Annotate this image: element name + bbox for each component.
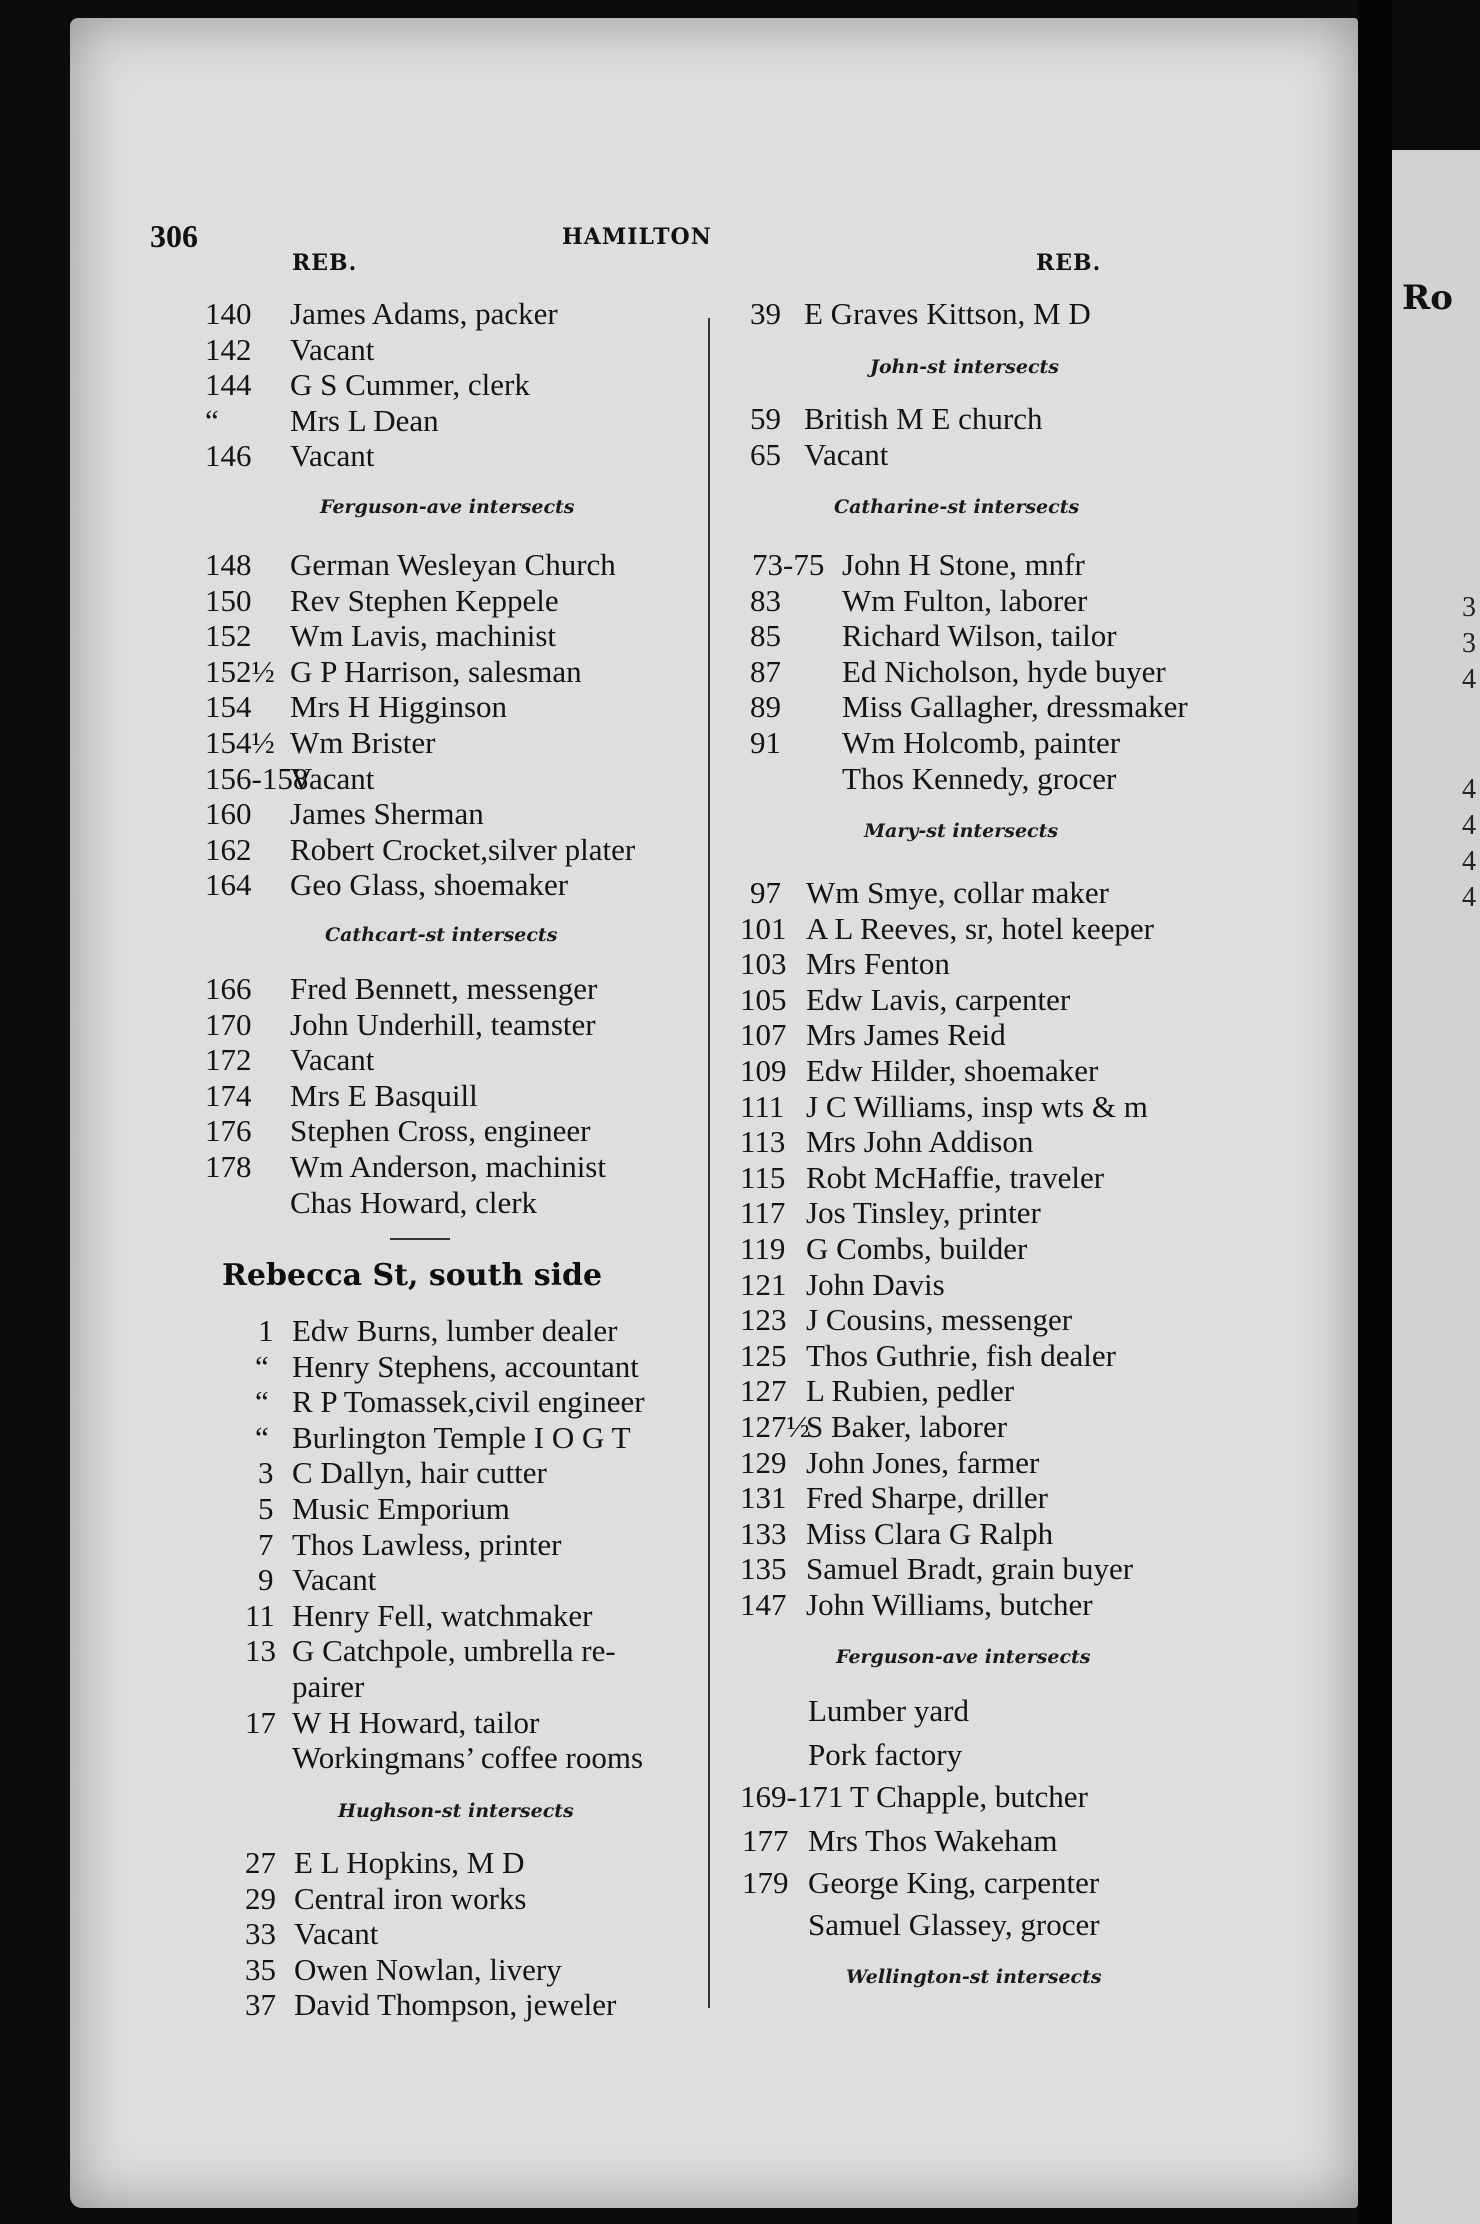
house-number: 83: [750, 582, 781, 618]
house-number: 131: [740, 1480, 787, 1516]
adjacent-number: 4: [1462, 810, 1476, 841]
house-number: 29: [245, 1880, 276, 1916]
intersect-label: Mary-st intersects: [864, 820, 1059, 842]
resident-name: R P Tomassek,civil engineer: [292, 1384, 645, 1420]
resident-name: Jos Tinsley, printer: [806, 1195, 1041, 1231]
resident-name: Ed Nicholson, hyde buyer: [842, 653, 1166, 689]
house-number: 5: [258, 1491, 274, 1526]
resident-name: Central iron works: [294, 1880, 527, 1916]
resident-name: Mrs H Higginson: [290, 689, 508, 725]
resident-name: Edw Burns, lumber dealer: [292, 1313, 618, 1348]
house-number: 133: [740, 1515, 787, 1551]
resident-name: S Baker, laborer: [806, 1409, 1008, 1444]
house-number: 33: [245, 1916, 276, 1952]
house-number: 166: [205, 971, 252, 1006]
house-number: “: [255, 1419, 269, 1455]
resident-name: W H Howard, tailor: [292, 1704, 540, 1740]
house-number: 121: [740, 1266, 787, 1302]
house-number: 115: [740, 1159, 786, 1195]
right-street-header: REB.: [1036, 250, 1102, 276]
resident-name: Vacant: [292, 1562, 377, 1598]
house-number: 179: [742, 1865, 789, 1900]
adjacent-number: 4: [1462, 664, 1476, 695]
resident-name: pairer: [292, 1669, 365, 1704]
adjacent-number: 4: [1462, 882, 1476, 913]
house-number: 113: [740, 1124, 786, 1160]
house-number: 140: [205, 296, 252, 331]
resident-name: J C Williams, insp wts & m: [806, 1088, 1148, 1124]
resident-name: Richard Wilson, tailor: [842, 618, 1117, 654]
resident-name: George King, carpenter: [808, 1865, 1100, 1900]
resident-name: Rev Stephen Keppele: [290, 582, 559, 618]
resident-name: James Sherman: [290, 796, 484, 832]
resident-name: G Catchpole, umbrella re-: [292, 1633, 616, 1669]
resident-name: Miss Clara G Ralph: [806, 1515, 1054, 1551]
left-street-header: REB.: [292, 250, 358, 276]
resident-name: Mrs James Reid: [806, 1017, 1006, 1053]
resident-name: G Combs, builder: [806, 1231, 1028, 1266]
resident-name: John Underhill, teamster: [290, 1006, 596, 1042]
adjacent-number: 3: [1462, 592, 1476, 623]
house-number: 17: [245, 1704, 276, 1740]
house-number: 146: [205, 438, 252, 474]
house-number: 162: [205, 831, 252, 867]
house-number: 169-171: [740, 1779, 844, 1814]
resident-name: John H Stone, mnfr: [842, 547, 1085, 582]
house-number: 35: [245, 1951, 276, 1987]
house-number: 107: [740, 1017, 787, 1053]
resident-name: G P Harrison, salesman: [290, 653, 582, 689]
resident-name: Wm Anderson, machinist: [290, 1149, 606, 1184]
house-number: “: [255, 1348, 269, 1384]
resident-name: Wm Lavis, machinist: [290, 618, 557, 654]
resident-name: Samuel Bradt, grain buyer: [806, 1551, 1134, 1587]
street-heading: Rebecca St, south side: [222, 1258, 603, 1293]
running-title: HAMILTON: [562, 224, 712, 250]
resident-name: David Thompson, jeweler: [294, 1987, 617, 2023]
house-number: 105: [740, 981, 787, 1017]
house-number: 125: [740, 1337, 787, 1373]
house-number: 147: [740, 1587, 787, 1622]
resident-name: T Chapple, butcher: [850, 1779, 1088, 1814]
resident-name: Mrs L Dean: [290, 402, 439, 438]
resident-name: John Jones, farmer: [806, 1444, 1040, 1480]
adjacent-page-edge: [1392, 150, 1480, 2224]
resident-name: Music Emporium: [292, 1491, 510, 1526]
house-number: 170: [205, 1006, 252, 1042]
resident-name: John Williams, butcher: [806, 1587, 1093, 1622]
house-number: 156-158: [205, 760, 309, 796]
resident-name: Robert Crocket,silver plater: [290, 831, 636, 867]
house-number: 73-75: [752, 547, 825, 582]
resident-name: Mrs Fenton: [806, 946, 950, 982]
house-number: 97: [750, 875, 781, 910]
adjacent-number: 4: [1462, 846, 1476, 877]
house-number: 154½: [205, 725, 275, 760]
resident-name: Mrs E Basquill: [290, 1077, 478, 1113]
resident-name: Edw Lavis, carpenter: [806, 981, 1071, 1017]
house-number: 177: [742, 1823, 789, 1858]
resident-name: Vacant: [290, 438, 375, 474]
resident-name: Owen Nowlan, livery: [294, 1951, 562, 1987]
resident-name: L Rubien, pedler: [806, 1373, 1015, 1409]
resident-name: Geo Glass, shoemaker: [290, 867, 569, 903]
resident-name: Stephen Cross, engineer: [290, 1113, 591, 1149]
house-number: 3: [258, 1455, 274, 1491]
house-number: 142: [205, 331, 252, 367]
house-number: 111: [740, 1088, 785, 1124]
resident-name: Workingmans’ coffee rooms: [292, 1740, 644, 1776]
house-number: 89: [750, 689, 781, 725]
column-divider: [708, 318, 710, 2008]
house-number: 176: [205, 1113, 252, 1149]
resident-name: Burlington Temple I O G T: [292, 1419, 631, 1455]
house-number: 135: [740, 1551, 787, 1587]
resident-name: G S Cummer, clerk: [290, 367, 530, 403]
resident-name: Chas Howard, clerk: [290, 1184, 538, 1220]
resident-name: Pork factory: [808, 1737, 963, 1772]
resident-name: Fred Sharpe, driller: [806, 1480, 1048, 1516]
house-number: 164: [205, 867, 252, 903]
intersect-label: Cathcart-st intersects: [325, 924, 558, 946]
resident-name: A L Reeves, sr, hotel keeper: [806, 910, 1154, 946]
resident-name: British M E church: [804, 401, 1043, 436]
intersect-label: Catharine-st intersects: [834, 496, 1080, 518]
house-number: 127½: [740, 1409, 810, 1444]
resident-name: J Cousins, messenger: [806, 1302, 1073, 1338]
book-gutter: [1358, 0, 1392, 2224]
resident-name: Vacant: [294, 1916, 379, 1952]
resident-name: Edw Hilder, shoemaker: [806, 1053, 1099, 1088]
resident-name: E L Hopkins, M D: [294, 1845, 525, 1880]
house-number: 117: [740, 1195, 786, 1231]
resident-name: Samuel Glassey, grocer: [808, 1907, 1100, 1942]
resident-name: Miss Gallagher, dressmaker: [842, 689, 1188, 725]
intersect-label: Wellington-st intersects: [846, 1966, 1102, 1988]
page-header: [0, 218, 1480, 258]
house-number: 9: [258, 1562, 274, 1598]
house-number: 91: [750, 725, 781, 760]
house-number: 144: [205, 367, 252, 403]
house-number: 85: [750, 618, 781, 654]
house-number: 160: [205, 796, 252, 832]
house-number: 174: [205, 1077, 252, 1113]
house-number: 59: [750, 401, 781, 436]
adjacent-number: 3: [1462, 628, 1476, 659]
resident-name: Thos Kennedy, grocer: [842, 760, 1117, 796]
house-number: 87: [750, 653, 781, 689]
resident-name: Thos Lawless, printer: [292, 1526, 562, 1562]
house-number: 123: [740, 1302, 787, 1338]
house-number: 1: [258, 1313, 274, 1348]
intersect-label: John-st intersects: [870, 356, 1059, 378]
intersect-label: Ferguson-ave intersects: [320, 496, 575, 518]
resident-name: Lumber yard: [808, 1693, 969, 1728]
resident-name: Henry Stephens, accountant: [292, 1348, 639, 1384]
resident-name: Vacant: [290, 331, 375, 367]
resident-name: Mrs Thos Wakeham: [808, 1823, 1058, 1858]
house-number: “: [205, 402, 219, 438]
resident-name: Vacant: [804, 436, 889, 472]
house-number: 119: [740, 1231, 786, 1266]
house-number: 127: [740, 1373, 787, 1409]
house-number: 154: [205, 689, 252, 725]
intersect-label: Ferguson-ave intersects: [836, 1646, 1091, 1668]
adjacent-number: 4: [1462, 774, 1476, 805]
resident-name: Fred Bennett, messenger: [290, 971, 598, 1006]
house-number: 172: [205, 1042, 252, 1078]
house-number: 39: [750, 296, 781, 331]
house-number: 152½: [205, 653, 275, 689]
resident-name: Robt McHaffie, traveler: [806, 1159, 1105, 1195]
house-number: 152: [205, 618, 252, 654]
resident-name: Wm Brister: [290, 725, 436, 760]
house-number: 11: [245, 1597, 275, 1633]
house-number: 13: [245, 1633, 276, 1669]
resident-name: Wm Holcomb, painter: [842, 725, 1121, 760]
resident-name: E Graves Kittson, M D: [804, 296, 1091, 331]
resident-name: German Wesleyan Church: [290, 547, 616, 582]
house-number: 103: [740, 946, 787, 982]
resident-name: John Davis: [806, 1266, 945, 1302]
resident-name: Vacant: [290, 760, 375, 796]
resident-name: Mrs John Addison: [806, 1124, 1034, 1160]
resident-name: Wm Fulton, laborer: [842, 582, 1088, 618]
house-number: 27: [245, 1845, 276, 1880]
house-number: 7: [258, 1526, 274, 1562]
house-number: 109: [740, 1053, 787, 1088]
resident-name: Henry Fell, watchmaker: [292, 1597, 593, 1633]
house-number: 37: [245, 1987, 276, 2023]
section-rule: [390, 1238, 450, 1240]
house-number: 101: [740, 910, 787, 946]
house-number: “: [255, 1384, 269, 1420]
resident-name: James Adams, packer: [290, 296, 558, 331]
house-number: 65: [750, 436, 781, 472]
house-number: 148: [205, 547, 252, 582]
resident-name: C Dallyn, hair cutter: [292, 1455, 547, 1491]
house-number: 129: [740, 1444, 787, 1480]
resident-name: Vacant: [290, 1042, 375, 1078]
house-number: 178: [205, 1149, 252, 1184]
resident-name: Wm Smye, collar maker: [806, 875, 1110, 910]
house-number: 150: [205, 582, 252, 618]
page-number: 306: [150, 218, 198, 254]
resident-name: Thos Guthrie, fish dealer: [806, 1337, 1116, 1373]
adjacent-page-header: Ro: [1402, 278, 1453, 318]
intersect-label: Hughson-st intersects: [338, 1800, 574, 1822]
